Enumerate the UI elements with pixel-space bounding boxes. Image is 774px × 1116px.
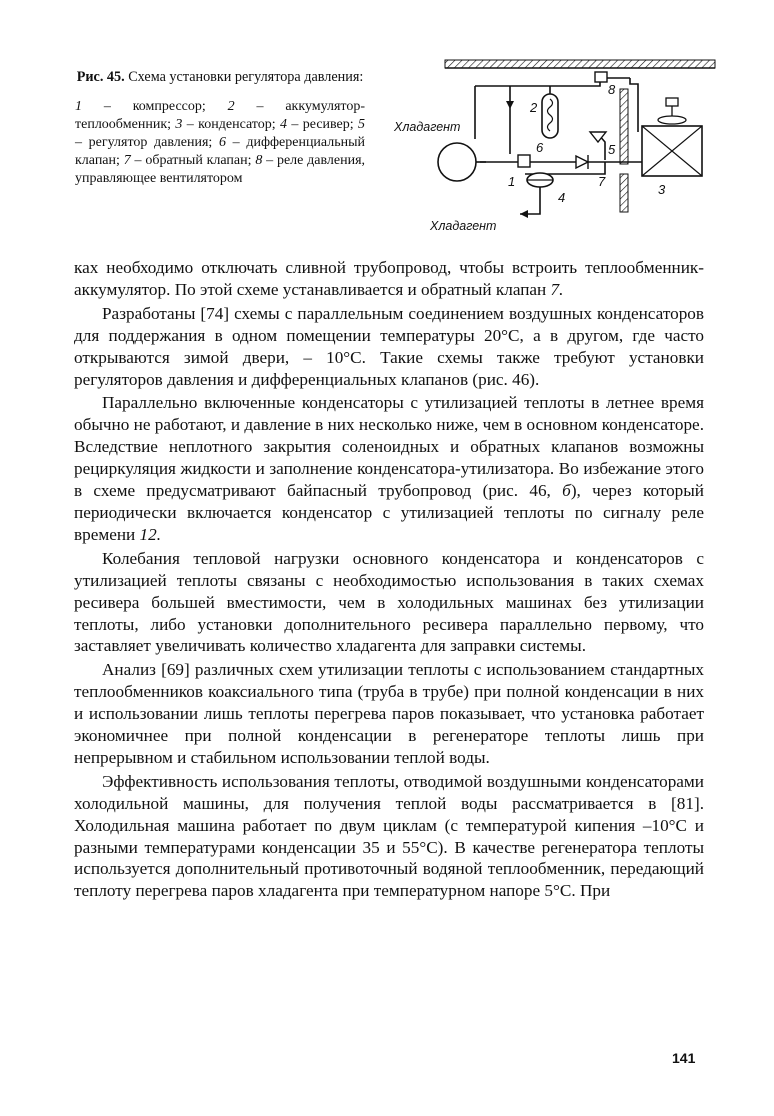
legend-item: 3 – конденсатор; bbox=[175, 117, 276, 132]
paragraph-2: Разработаны [74] схемы с параллельным соединением воздушных конденсаторов для поддержания в одном помещении температуры 20°С, а в другом, где часто открываются зимой двери, – 10°С. Такие схемы также требуют установки регуляторов давления и дифференциальных клапанов (рис. 46). bbox=[74, 303, 704, 389]
differential-valve bbox=[518, 155, 530, 167]
figure-label: Рис. 45. bbox=[76, 69, 125, 85]
legend-item: 6 – дифференциальный клапан; bbox=[75, 135, 366, 168]
num-4: 4 bbox=[558, 190, 566, 205]
paragraph-3: Параллельно включенные конденсаторы с утилизацией теплоты в летнее время обычно не работают, и давление в них несколько ниже, чем в основном конденсаторе. Вследствие неплотного закрытия соленоидных и обратных клапанов возможны рециркуляция жидкости и заполнение конденсатора-утилизатора. Во избежание этого в схеме предусматривают байпасный трубопровод (рис. 46, б), через который периодически включается конденсатор с утилизацией теплоты по сигналу реле времени 12. bbox=[74, 393, 705, 544]
compressor bbox=[438, 143, 476, 181]
pressure-relay bbox=[595, 72, 607, 82]
label-refrigerant-out: Хладагент bbox=[430, 219, 497, 233]
caption-title-text: Схема установки регулятора давления: bbox=[128, 69, 364, 85]
legend-item: 5 – регулятор давления; bbox=[75, 117, 366, 150]
body-text bbox=[74, 257, 704, 902]
label-refrigerant-in: Хладагент bbox=[394, 120, 461, 134]
legend-item: 1 – компрессор; bbox=[75, 99, 206, 114]
ceiling-hatch bbox=[445, 60, 715, 68]
num-6: 6 bbox=[536, 140, 544, 155]
fan bbox=[658, 116, 686, 124]
pressure-regulator-diagram bbox=[390, 54, 720, 236]
num-1: 1 bbox=[508, 174, 516, 189]
page-number: 141 bbox=[672, 1050, 696, 1066]
legend-item: 7 – обратный клапан; bbox=[123, 153, 252, 168]
figure-caption bbox=[75, 68, 365, 188]
paragraph-4: Колебания тепловой нагрузки основного конденсатора и конденсаторов с утилизацией теплоты связаны с необходимостью использования в таких схемах ресивера большей вместимости, чем в холодильных машинах без утилизации теплоты, либо установки дополнительного ресивера параллельно первому, что заставляет увеличивать количество хладагента для заправки системы. bbox=[74, 548, 704, 656]
num-8: 8 bbox=[608, 82, 616, 97]
check-valve bbox=[576, 156, 588, 168]
diagram-svg bbox=[390, 54, 720, 236]
num-5: 5 bbox=[608, 142, 616, 157]
paragraph-5: Анализ [69] различных схем утилизации теплоты с использованием стандартных теплообменников коаксиального типа (труба в трубе) при полной конденсации в них и использовании лишь теплоты перегрева паров показывает, что установка работает экономичнее при полной конденсации в регенераторе теплоты лишь при непрерывном и стабильном использовании теплой воды. bbox=[74, 660, 704, 767]
accumulator-heat-exchanger bbox=[542, 94, 558, 138]
wall-lower bbox=[620, 174, 628, 212]
legend-item: 8 – реле давления, управляющее вентилятором bbox=[75, 153, 366, 186]
num-3: 3 bbox=[658, 182, 666, 197]
paragraph-1: ках необходимо отключать сливной трубопровод, чтобы встроить теплообменник-аккумулятор. По этой схеме устанавливается и обратный клапан 7. bbox=[74, 258, 704, 299]
caption-legend bbox=[75, 98, 365, 188]
wall-upper bbox=[620, 89, 628, 164]
legend-item: 4 – ресивер; bbox=[280, 117, 354, 132]
num-2: 2 bbox=[530, 100, 538, 115]
num-7: 7 bbox=[598, 174, 606, 189]
caption-title bbox=[75, 68, 365, 86]
legend-item: 2 – аккумулятор-теплообменник; bbox=[75, 99, 366, 132]
paragraph-6: Эффективность использования теплоты, отводимой воздушными конденсаторами холодильной машины, для получения теплой воды рассматривается в [81]. Холодильная машина работает по двум циклам (с температурой кипения –10°С и разными температурами конденсации 35 и 55°С). В качестве регенератора теплоты используется дополнительный противоточный водяной теплообменник, передающий теплоту перегрева паров хладагента при температурном напоре 5°С. При bbox=[74, 771, 704, 901]
